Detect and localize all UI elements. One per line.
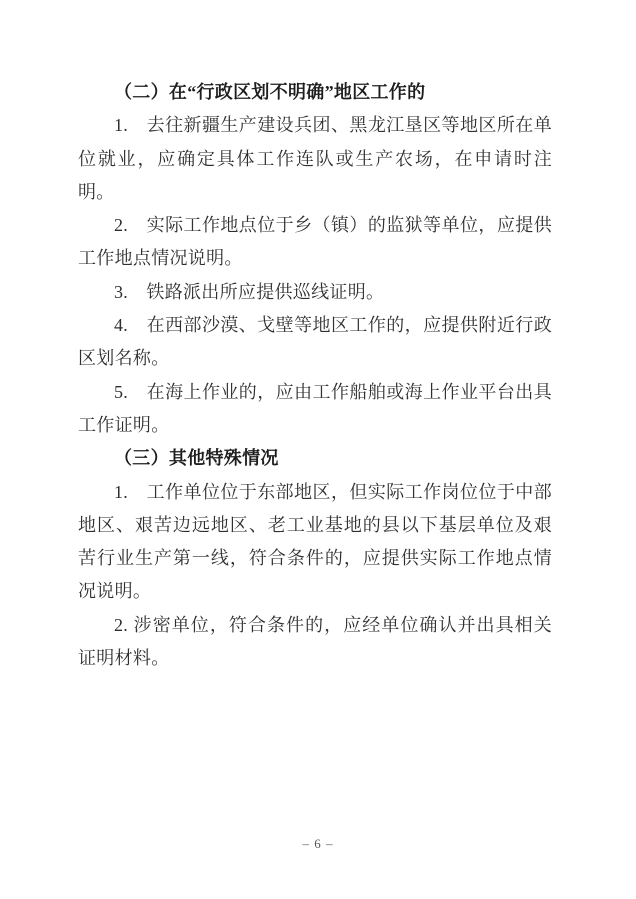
section-2-item-2: 2. 实际工作地点位于乡（镇）的监狱等单位，应提供工作地点情况说明。: [78, 215, 552, 269]
section-heading-2: （二）在“行政区划不明确”地区工作的: [114, 82, 426, 102]
section-3-item-1: 1. 工作单位位于东部地区，但实际工作岗位位于中部地区、艰苦边远地区、老工业基地的县以下基层单位及艰苦行业生产第一线，符合条件的，应提供实际工作地点情况说明。: [78, 481, 552, 602]
page-footer: [0, 836, 636, 852]
section-2-item-4: 4. 在西部沙漠、戈壁等地区工作的，应提供附近行政区划名称。: [78, 315, 552, 369]
document-body: [78, 76, 552, 675]
section-2-item-5: 5. 在海上作业的，应由工作船舶或海上作业平台出具工作证明。: [78, 381, 552, 435]
section-heading-3: （三）其他特殊情况: [114, 448, 279, 469]
section-2-item-3: 3. 铁路派出所应提供巡线证明。: [114, 281, 385, 302]
page-number: – 6 –: [302, 836, 334, 851]
section-3-item-2: 2. 涉密单位，符合条件的，应经单位确认并出具相关证明材料。: [78, 614, 552, 669]
section-2-item-1: 1. 去往新疆生产建设兵团、黑龙江垦区等地区所在单位就业，应确定具体工作连队或生产农场，在申请时注明。: [78, 115, 552, 202]
